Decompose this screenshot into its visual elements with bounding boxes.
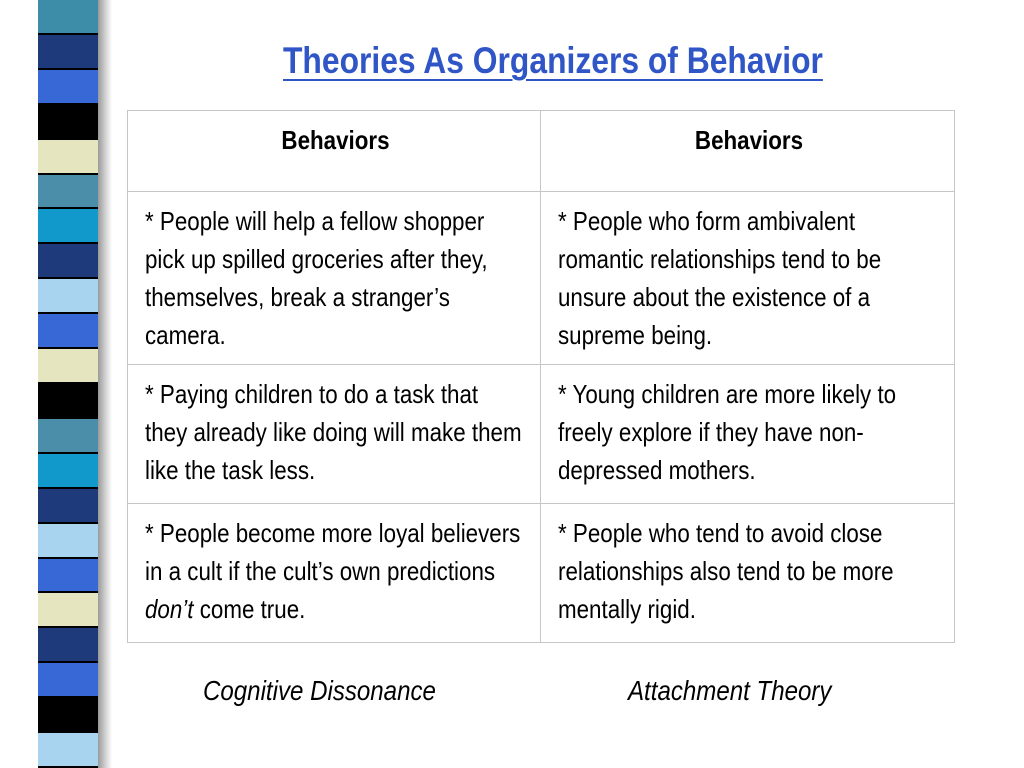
stripe-block <box>38 0 98 35</box>
stripe-block <box>38 384 98 419</box>
stripe-block <box>38 35 98 70</box>
cell-text: * People who form ambivalent romantic relationships tend to be unsure about the existence of a supreme being. <box>558 206 882 350</box>
stripe-block <box>38 454 98 489</box>
cell-text: * People who tend to avoid close relationships also tend to be more mentally rigid. <box>558 518 894 624</box>
stripe-shadow <box>98 0 112 768</box>
behaviors-table <box>127 110 955 643</box>
stripe-block <box>38 70 98 105</box>
stripe-block <box>38 140 98 175</box>
decorative-stripe-bar <box>0 0 120 768</box>
caption-attachment-theory: Attachment Theory <box>628 675 832 706</box>
cell-text <box>145 514 525 628</box>
header-left-label: Behaviors <box>281 125 390 155</box>
table-row <box>128 365 955 504</box>
table-row <box>128 192 955 365</box>
stripe-block <box>38 349 98 384</box>
cell-text: * Young children are more likely to freely explore if they have non-depressed mothers. <box>558 379 897 485</box>
table-cell <box>541 504 955 643</box>
table-header-row <box>128 111 955 192</box>
slide-title: Theories As Organizers of Behavior <box>283 40 823 81</box>
header-cell-right <box>541 111 955 192</box>
table-cell <box>128 504 541 643</box>
stripe-block <box>38 524 98 559</box>
header-right-label: Behaviors <box>694 125 804 155</box>
stripe-block <box>38 593 98 628</box>
stripe-block <box>38 175 98 210</box>
table-cell <box>128 365 541 504</box>
stripe-block <box>38 279 98 314</box>
table-cell <box>128 192 541 365</box>
cell-text-emphasis: don’t <box>145 594 194 624</box>
cell-text-part: come true. <box>193 594 306 624</box>
cell-text-part: * People become more loyal believers in a cult if the cult’s own predictions <box>145 518 521 586</box>
stripe-block <box>38 105 98 140</box>
stripe-block <box>38 733 98 768</box>
caption-cognitive-dissonance: Cognitive Dissonance <box>203 675 436 706</box>
stripe-block <box>38 698 98 733</box>
table-cell <box>541 365 955 504</box>
table-row <box>128 504 955 643</box>
stripe-block <box>38 244 98 279</box>
cell-text: * People will help a fellow shopper pick up spilled groceries after they, themselves, break a stranger’s camera. <box>145 206 488 350</box>
table-cell <box>541 192 955 365</box>
stripe-block <box>38 314 98 349</box>
stripe-block <box>38 559 98 594</box>
cell-text: * Paying children to do a task that they already like doing will make them like the task less. <box>145 379 522 485</box>
stripe-block <box>38 419 98 454</box>
stripe-block <box>38 209 98 244</box>
stripe-block <box>38 489 98 524</box>
stripe-block <box>38 628 98 663</box>
stripe-block <box>38 663 98 698</box>
header-cell-left <box>128 111 541 192</box>
stripe-column <box>38 0 98 768</box>
